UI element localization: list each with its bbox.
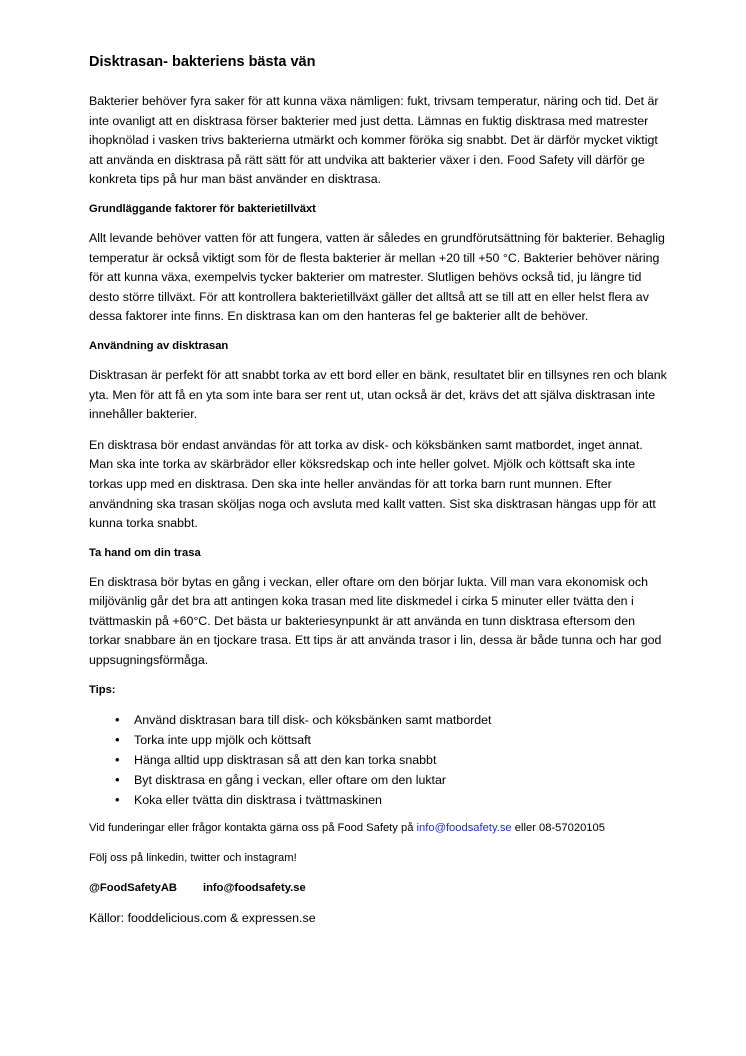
list-item: • Använd disktrasan bara till disk- och köksbänken samt matbordet [134,710,669,730]
social-handle: @FoodSafetyAB [89,881,177,894]
contact-email-link[interactable]: info@foodsafety.se [416,821,512,834]
contact-text-before: Vid funderingar eller frågor kontakta gärna oss på Food Safety på [89,821,417,834]
list-item: • Byt disktrasa en gång i veckan, eller oftare om den luktar [134,770,669,790]
growth-factors-paragraph: Allt levande behöver vatten för att fungera, vatten är således en grundförutsättning för bakterier. Behaglig temperatur är också viktigt som för de flesta bakterier är mellan +20 till +50 °C. Bakterier behöver näring för att kunna växa, exempelvis tycker bakterier om matrester. Slutligen behövs också tid, ju längre tid desto större tillväxt. För att kontrollera bakterietillväxt gäller det alltså att se till att en eller helst flera av dessa faktorer inte finns. En disktrasa kan om den hanteras fel ge bakterier allt de behöver. [89,230,665,324]
intro-paragraph: Bakterier behöver fyra saker för att kunna växa nämligen: fukt, trivsam temperatur, näring och tid. Det är inte ovanligt att en disktrasa förser bakterier med just detta. Lämnas en fuktig disktrasa med matrester ihopknölad i vasken trivs bakterierna utmärkt och kommer föröka sig snabbt. Det är därför mycket viktigt att använda en disktrasa på rätt sätt för att undvika att bakterier växer i den. Food Safety vill därför ge konkreta tips på hur man bäst använder en disktrasa. [89,94,659,187]
section-heading-growth-factors: Grundläggande faktorer för bakterietillväxt [89,202,316,215]
social-line [89,880,669,897]
section-heading-usage: Användning av disktrasan [89,339,229,352]
care-paragraph: En disktrasa bör bytas en gång i veckan, eller oftare om den börjar lukta. Vill man vara ekonomisk och miljövänlig går det bra att antingen koka trasan med lite diskmedel i cirka 5 minuter eller tvätta den i tvättmaskin på +60°C. Det bästa ur bakteriesynpunkt är att använda en tunn disktrasa eftersom den torkar snabbare än en tjockare trasa. Ett tips är att använda trasor i lin, dessa är både tunna och har god uppsugningsförmåga. [89,574,662,668]
document-page [89,52,669,939]
usage-paragraph-2: En disktrasa bör endast användas för att torka av disk- och köksbänken samt matbordet, inget annat. Man ska inte torka av skärbrädor eller köksredskap och inte heller golvet. Mjölk och köttsaft ska inte torkas upp med en disktrasa. Den ska inte heller användas för att torka barn runt munnen. Efter användning ska trasan sköljas noga och avsluta med kallt vatten. Sist ska disktrasan hängas upp för att kunna torka snabbt. [89,437,656,531]
list-item: • Koka eller tvätta din disktrasa i tvättmaskinen [134,790,669,810]
tips-list [89,710,669,810]
contact-line [89,820,669,837]
social-email: info@foodsafety.se [202,881,306,894]
sources-line: Källor: fooddelicious.com & expressen.se [89,910,316,925]
list-item: • Hänga alltid upp disktrasan så att den kan torka snabbt [134,750,669,770]
document-title: Disktrasan- bakteriens bästa vän [89,54,316,70]
usage-paragraph-1: Disktrasan är perfekt för att snabbt torka av ett bord eller en bänk, resultatet blir en tillsynes ren och blank yta. Men för att få en yta som inte bara ser rent ut, utan också är det, krävs det att själva disktrasan inte innehåller bakterier. [89,367,667,422]
follow-line: Följ oss på linkedin, twitter och instagram! [89,851,297,864]
contact-text-after: eller 08-57020105 [511,821,605,834]
section-heading-care: Ta hand om din trasa [89,546,201,559]
tips-heading: Tips: [89,683,116,696]
list-item: • Torka inte upp mjölk och köttsaft [134,730,669,750]
